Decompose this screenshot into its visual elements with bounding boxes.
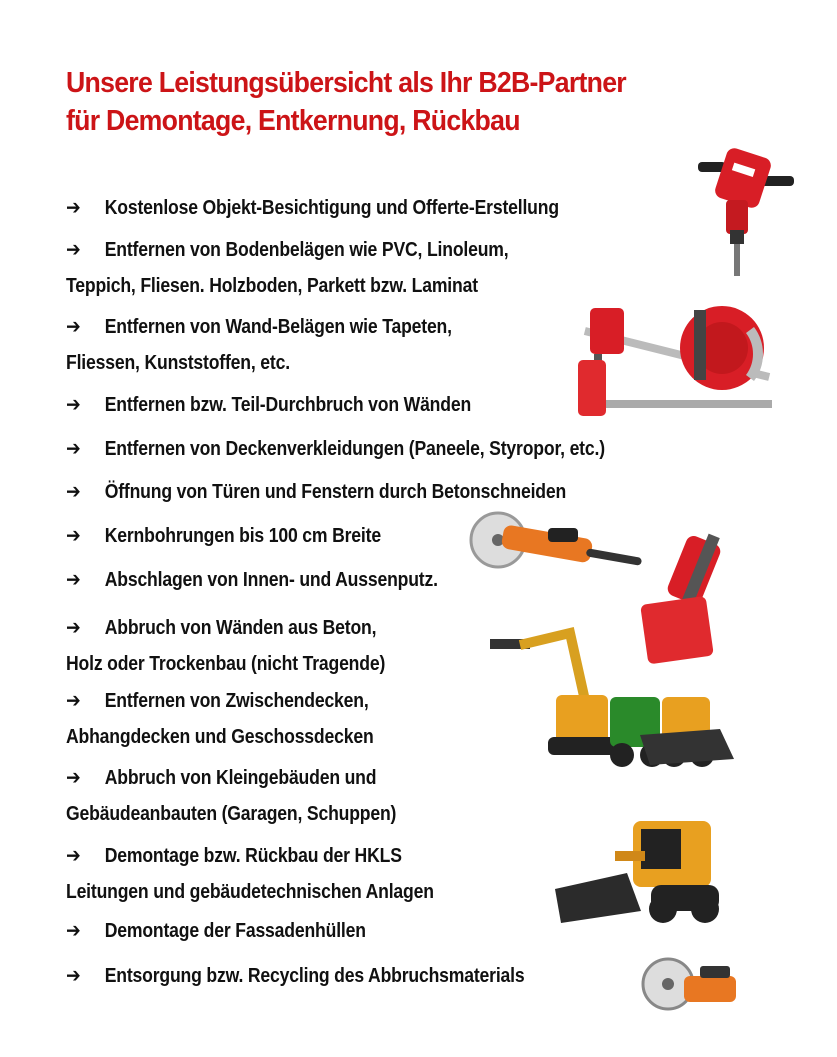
item-text-continued: Teppich, Fliesen. Holzboden, Parkett bzw. Laminat — [66, 275, 478, 297]
arrow-icon: ➔ — [66, 525, 81, 547]
title-line-2: für Demontage, Entkernung, Rückbau — [66, 105, 520, 137]
list-item — [66, 518, 381, 554]
item-text: Demontage bzw. Rückbau der HKLS — [104, 845, 402, 867]
arrow-icon: ➔ — [66, 438, 81, 460]
item-text-continued: Gebäudeanbauten (Garagen, Schuppen) — [66, 803, 397, 825]
list-item — [66, 683, 374, 755]
list-item — [66, 232, 509, 304]
item-text-continued: Leitungen und gebäudetechnischen Anlagen — [66, 881, 434, 903]
list-item — [66, 958, 524, 994]
list-item — [66, 387, 471, 423]
list-item — [66, 474, 566, 510]
list-item — [66, 610, 385, 682]
item-text: Kernbohrungen bis 100 cm Breite — [104, 525, 381, 547]
item-text: Entsorgung bzw. Recycling des Abbruchsmaterials — [104, 965, 525, 987]
item-text: Entfernen bzw. Teil-Durchbruch von Wänden — [104, 394, 472, 416]
item-text: Abbruch von Kleingebäuden und — [104, 767, 377, 789]
arrow-icon: ➔ — [66, 569, 81, 591]
arrow-icon: ➔ — [66, 316, 81, 338]
item-text: Entfernen von Bodenbelägen wie PVC, Linoleum, — [104, 239, 509, 261]
item-text: Demontage der Fassadenhüllen — [104, 920, 366, 942]
item-text: Entfernen von Deckenverkleidungen (Paneele, Styropor, etc.) — [104, 438, 605, 460]
arrow-icon: ➔ — [66, 617, 81, 639]
item-text: Abschlagen von Innen- und Aussenputz. — [104, 569, 438, 591]
list-item — [66, 190, 559, 226]
jackhammer-illustration — [690, 140, 800, 280]
arrow-icon: ➔ — [66, 767, 81, 789]
item-text: Öffnung von Türen und Fenstern durch Betonschneiden — [104, 481, 567, 503]
list-item — [66, 760, 396, 832]
list-item — [66, 562, 438, 598]
list-item — [66, 838, 434, 910]
arrow-icon: ➔ — [66, 920, 81, 942]
arrow-icon: ➔ — [66, 481, 81, 503]
cutoff-saw-illustration — [468, 508, 648, 588]
item-text: Abbruch von Wänden aus Beton, — [104, 617, 377, 639]
arrow-icon: ➔ — [66, 690, 81, 712]
list-item — [66, 309, 452, 381]
mini-loaders-illustration — [490, 625, 755, 775]
arrow-icon: ➔ — [66, 845, 81, 867]
list-item — [66, 431, 605, 467]
small-cutoff-saw-illustration — [640, 952, 750, 1022]
item-text: Entfernen von Zwischendecken, — [104, 690, 369, 712]
core-drill-wall-saw-illustration — [572, 300, 782, 425]
title-line-1: Unsere Leistungsübersicht als Ihr B2B-Partner — [66, 67, 626, 99]
list-item — [66, 913, 366, 949]
item-text-continued: Holz oder Trockenbau (nicht Tragende) — [66, 653, 386, 675]
mini-loader-illustration — [555, 815, 730, 930]
arrow-icon: ➔ — [66, 197, 81, 219]
item-text-continued: Abhangdecken und Geschossdecken — [66, 726, 374, 748]
page-title — [66, 64, 710, 140]
item-text: Entfernen von Wand-Belägen wie Tapeten, — [104, 316, 452, 338]
arrow-icon: ➔ — [66, 239, 81, 261]
arrow-icon: ➔ — [66, 965, 81, 987]
item-text-continued: Fliessen, Kunststoffen, etc. — [66, 352, 290, 374]
arrow-icon: ➔ — [66, 394, 81, 416]
item-text: Kostenlose Objekt-Besichtigung und Offerte-Erstellung — [104, 197, 559, 219]
